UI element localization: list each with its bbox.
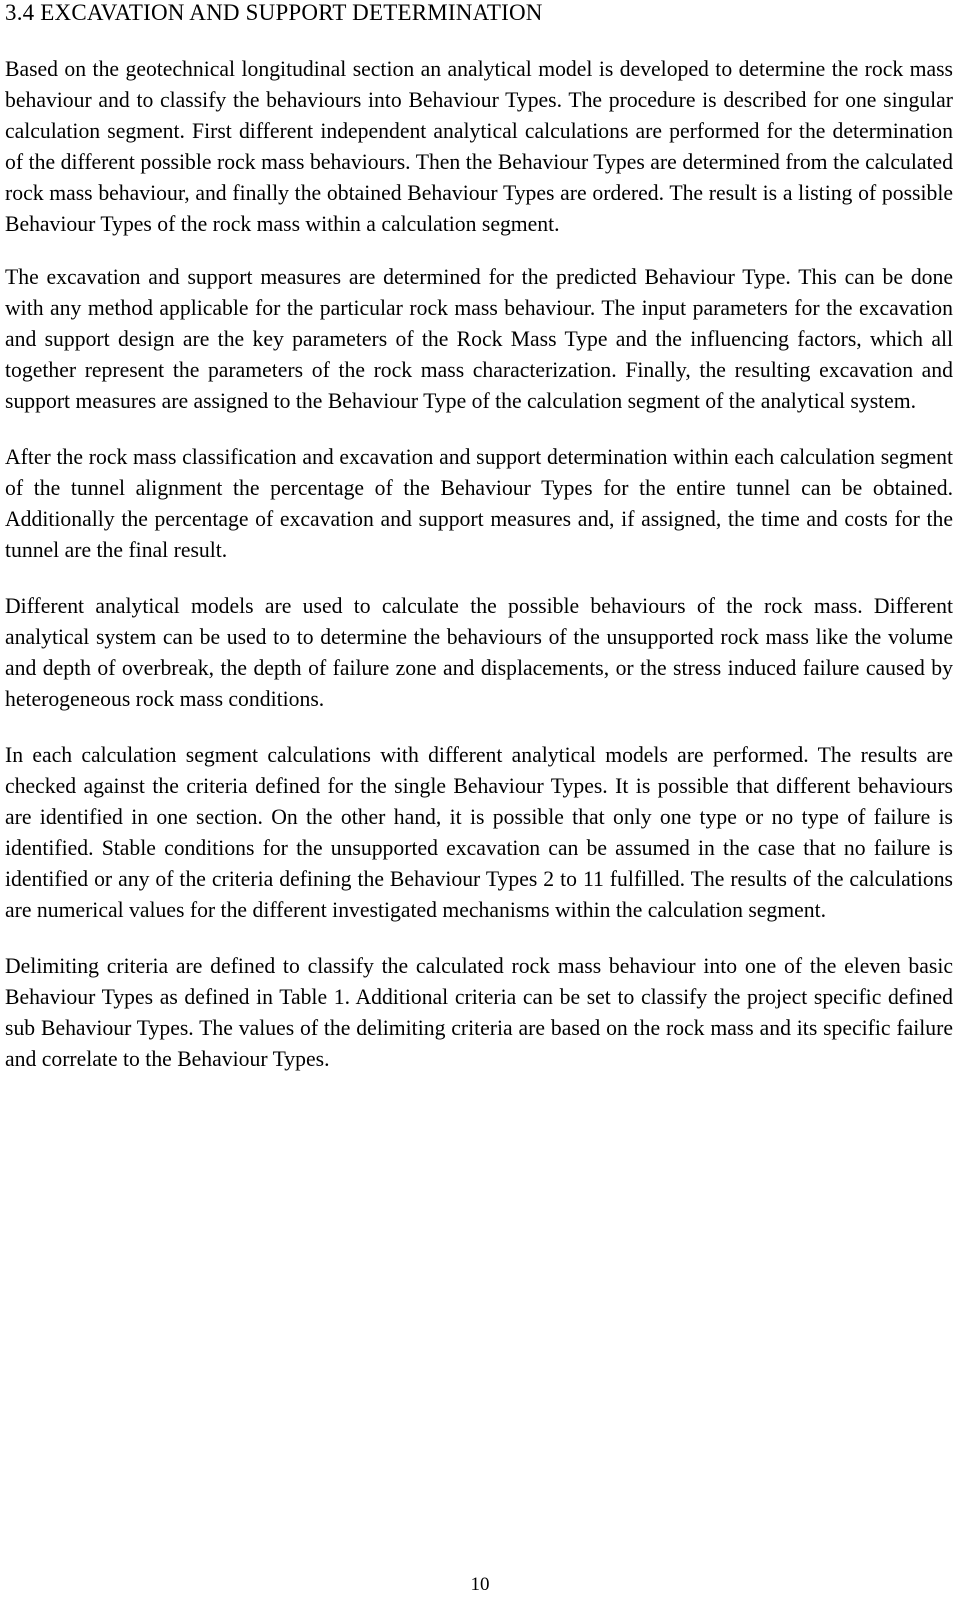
paragraph-analytical-model: Based on the geotechnical longitudinal section an analytical model is developed to determine the rock mass behaviour and to classify the behaviours into Behaviour Types. The procedure is described for one singular calculation segment. First different independent analytical calculations are performed for the determination of the different possible rock mass behaviours. Then the Behaviour Types are determined from the calculated rock mass behaviour, and finally the obtained Behaviour Types are ordered. The result is a listing of possible Behaviour Types of the rock mass within a calculation segment. — [5, 57, 953, 236]
paragraph-excavation-support-measures: The excavation and support measures are determined for the predicted Behaviour Type. This can be done with any method applicable for the particular rock mass behaviour. The input parameters for the excavation and support design are the key parameters of the Rock Mass Type and the influencing factors, which all together represent the parameters of the rock mass characterization. Finally, the resulting excavation and support measures are assigned to the Behaviour Type of the calculation segment of the analytical system. — [5, 265, 953, 413]
page-number: 10 — [470, 1574, 490, 1595]
paragraph-tunnel-percentages: After the rock mass classification and excavation and support determination within each calculation segment of the tunnel alignment the percentage of the Behaviour Types for the entire tunnel can be obtained. Additionally the percentage of excavation and support measures and, if assigned, the time and costs for the tunnel are the final result. — [5, 445, 953, 562]
paragraph-analytical-models: Different analytical models are used to calculate the possible behaviours of the rock mass. Different analytical system can be used to to determine the behaviours of the unsupported rock mass like the volume and depth of overbreak, the depth of failure zone and displacements, or the stress induced failure caused by heterogeneous rock mass conditions. — [5, 594, 953, 711]
paragraph-calculation-segment: In each calculation segment calculations with different analytical models are performed. The results are checked against the criteria defined for the single Behaviour Types. It is possible that different behaviours are identified in one section. On the other hand, it is possible that only one type or no type of failure is identified. Stable conditions for the unsupported excavation can be assumed in the case that no failure is identified or any of the criteria defining the Behaviour Types 2 to 11 fulfilled. The results of the calculations are numerical values for the different investigated mechanisms within the calculation segment. — [5, 743, 953, 922]
document-page — [5, 0, 953, 1075]
section-heading: 3.4 EXCAVATION AND SUPPORT DETERMINATION — [5, 0, 543, 25]
paragraph-delimiting-criteria: Delimiting criteria are defined to classify the calculated rock mass behaviour into one of the eleven basic Behaviour Types as defined in Table 1. Additional criteria can be set to classify the project specific defined sub Behaviour Types. The values of the delimiting criteria are based on the rock mass and its specific failure and correlate to the Behaviour Types. — [5, 954, 953, 1071]
